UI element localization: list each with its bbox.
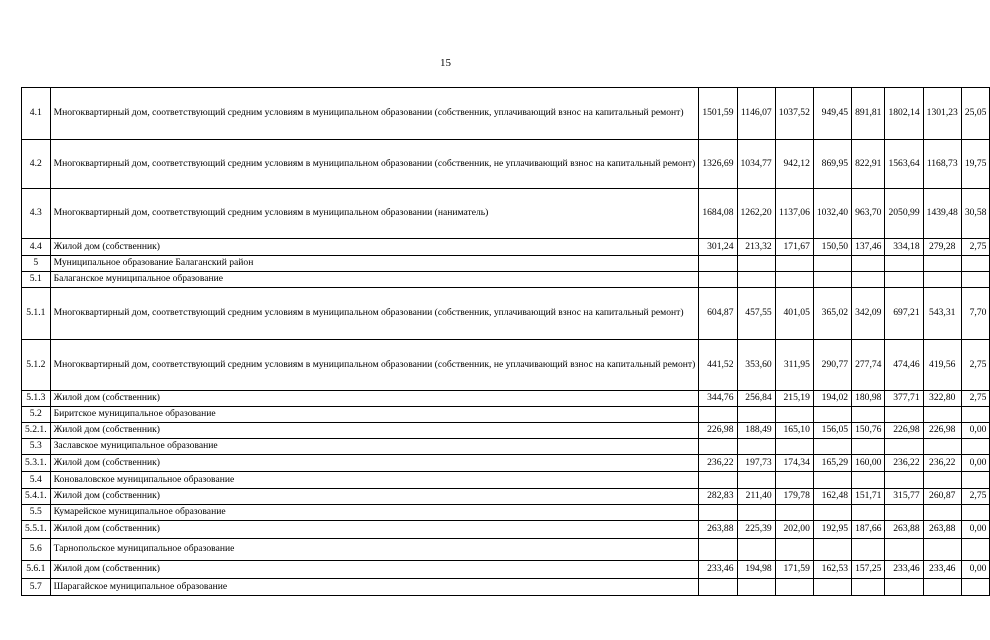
row-description: Многоквартирный дом, соответствующий средним условиям в муниципальном образовании (собственник, уплачивающий взнос на капитальный ремонт)	[50, 288, 699, 340]
value-cell: 1137,06	[775, 189, 813, 239]
row-number: 5.3.1.	[22, 455, 51, 472]
value-cell: 1501,59	[699, 88, 737, 140]
value-cell: 441,52	[699, 340, 737, 391]
value-cell: 322,80	[923, 391, 961, 407]
row-description: Многоквартирный дом, соответствующий средним условиям в муниципальном образовании (собственник, уплачивающий взнос на капитальный ремонт)	[50, 88, 699, 140]
value-cell: 290,77	[813, 340, 851, 391]
empty-cell	[737, 439, 775, 455]
empty-cell	[699, 272, 737, 288]
value-cell: 165,10	[775, 423, 813, 439]
empty-cell	[775, 272, 813, 288]
value-cell: 1439,48	[923, 189, 961, 239]
value-cell: 215,19	[775, 391, 813, 407]
value-cell: 162,48	[813, 489, 851, 505]
value-cell: 822,91	[852, 140, 885, 189]
value-cell: 1146,07	[737, 88, 775, 140]
value-cell: 697,21	[885, 288, 923, 340]
row-description: Балаганское муниципальное образование	[50, 272, 699, 288]
row-description: Многоквартирный дом, соответствующий средним условиям в муниципальном образовании (наниматель)	[50, 189, 699, 239]
value-cell: 211,40	[737, 489, 775, 505]
value-cell: 151,71	[852, 489, 885, 505]
table-row	[22, 239, 990, 256]
empty-cell	[813, 579, 851, 596]
value-cell: 315,77	[885, 489, 923, 505]
value-cell: 2,75	[961, 340, 990, 391]
empty-cell	[923, 539, 961, 561]
value-cell: 157,25	[852, 561, 885, 579]
value-cell: 282,83	[699, 489, 737, 505]
value-cell: 263,88	[699, 521, 737, 539]
row-number: 5.2	[22, 407, 51, 423]
empty-cell	[737, 256, 775, 272]
empty-cell	[813, 439, 851, 455]
row-number: 5.1.3	[22, 391, 51, 407]
value-cell: 342,09	[852, 288, 885, 340]
empty-cell	[699, 472, 737, 489]
value-cell: 1563,64	[885, 140, 923, 189]
empty-cell	[699, 407, 737, 423]
value-cell: 236,22	[923, 455, 961, 472]
value-cell: 949,45	[813, 88, 851, 140]
value-cell: 377,71	[885, 391, 923, 407]
empty-cell	[961, 579, 990, 596]
value-cell: 1301,23	[923, 88, 961, 140]
page-number: 15	[440, 57, 451, 69]
empty-cell	[775, 256, 813, 272]
value-cell: 353,60	[737, 340, 775, 391]
table-row	[22, 288, 990, 340]
row-number: 5.1.1	[22, 288, 51, 340]
value-cell: 1168,73	[923, 140, 961, 189]
value-cell: 1037,52	[775, 88, 813, 140]
empty-cell	[852, 256, 885, 272]
row-description: Заславское муниципальное образование	[50, 439, 699, 455]
table-row	[22, 340, 990, 391]
empty-cell	[885, 272, 923, 288]
value-cell: 30,58	[961, 189, 990, 239]
empty-cell	[852, 472, 885, 489]
value-cell: 162,53	[813, 561, 851, 579]
value-cell: 419,56	[923, 340, 961, 391]
value-cell: 0,00	[961, 423, 990, 439]
empty-cell	[737, 505, 775, 521]
empty-cell	[775, 579, 813, 596]
value-cell: 194,98	[737, 561, 775, 579]
value-cell: 311,95	[775, 340, 813, 391]
table-row	[22, 88, 990, 140]
value-cell: 137,46	[852, 239, 885, 256]
row-number: 4.2	[22, 140, 51, 189]
value-cell: 260,87	[923, 489, 961, 505]
table-row	[22, 423, 990, 439]
table-row	[22, 439, 990, 455]
empty-cell	[923, 256, 961, 272]
empty-cell	[961, 272, 990, 288]
row-description: Биритское муниципальное образование	[50, 407, 699, 423]
table-row	[22, 521, 990, 539]
empty-cell	[923, 272, 961, 288]
tariff-table	[21, 87, 990, 596]
value-cell: 150,50	[813, 239, 851, 256]
value-cell: 474,46	[885, 340, 923, 391]
empty-cell	[885, 256, 923, 272]
empty-cell	[813, 539, 851, 561]
value-cell: 334,18	[885, 239, 923, 256]
value-cell: 188,49	[737, 423, 775, 439]
table-row	[22, 407, 990, 423]
row-number: 4.4	[22, 239, 51, 256]
row-number: 5.1.2	[22, 340, 51, 391]
value-cell: 225,39	[737, 521, 775, 539]
table-row	[22, 505, 990, 521]
row-description: Коноваловское муниципальное образование	[50, 472, 699, 489]
row-number: 4.1	[22, 88, 51, 140]
value-cell: 194,02	[813, 391, 851, 407]
row-number: 5.4	[22, 472, 51, 489]
row-description: Многоквартирный дом, соответствующий средним условиям в муниципальном образовании (собственник, не уплачивающий взнос на капитальный ремонт)	[50, 340, 699, 391]
empty-cell	[961, 505, 990, 521]
empty-cell	[923, 439, 961, 455]
value-cell: 180,98	[852, 391, 885, 407]
empty-cell	[775, 472, 813, 489]
value-cell: 0,00	[961, 561, 990, 579]
empty-cell	[737, 272, 775, 288]
table-row	[22, 189, 990, 239]
value-cell: 869,95	[813, 140, 851, 189]
value-cell: 171,67	[775, 239, 813, 256]
row-number: 4.3	[22, 189, 51, 239]
row-description: Жилой дом (собственник)	[50, 239, 699, 256]
empty-cell	[852, 272, 885, 288]
empty-cell	[813, 472, 851, 489]
table-row	[22, 489, 990, 505]
empty-cell	[699, 439, 737, 455]
row-description: Тарнопольское муниципальное образование	[50, 539, 699, 561]
value-cell: 226,98	[923, 423, 961, 439]
empty-cell	[885, 439, 923, 455]
row-number: 5.6	[22, 539, 51, 561]
row-number: 5.5.1.	[22, 521, 51, 539]
value-cell: 277,74	[852, 340, 885, 391]
value-cell: 2,75	[961, 489, 990, 505]
value-cell: 226,98	[699, 423, 737, 439]
empty-cell	[961, 439, 990, 455]
table-row	[22, 256, 990, 272]
row-number: 5.1	[22, 272, 51, 288]
empty-cell	[699, 579, 737, 596]
table-row	[22, 472, 990, 489]
value-cell: 604,87	[699, 288, 737, 340]
empty-cell	[961, 539, 990, 561]
empty-cell	[852, 579, 885, 596]
empty-cell	[961, 407, 990, 423]
empty-cell	[699, 505, 737, 521]
empty-cell	[699, 539, 737, 561]
empty-cell	[813, 505, 851, 521]
value-cell: 365,02	[813, 288, 851, 340]
empty-cell	[775, 539, 813, 561]
value-cell: 942,12	[775, 140, 813, 189]
value-cell: 179,78	[775, 489, 813, 505]
value-cell: 150,76	[852, 423, 885, 439]
value-cell: 891,81	[852, 88, 885, 140]
value-cell: 2,75	[961, 391, 990, 407]
value-cell: 0,00	[961, 521, 990, 539]
value-cell: 236,22	[885, 455, 923, 472]
row-number: 5.5	[22, 505, 51, 521]
row-number: 5.7	[22, 579, 51, 596]
value-cell: 226,98	[885, 423, 923, 439]
table-row	[22, 579, 990, 596]
row-description: Муниципальное образование Балаганский район	[50, 256, 699, 272]
row-description: Жилой дом (собственник)	[50, 391, 699, 407]
value-cell: 279,28	[923, 239, 961, 256]
empty-cell	[885, 579, 923, 596]
empty-cell	[961, 256, 990, 272]
value-cell: 344,76	[699, 391, 737, 407]
row-number: 5.2.1.	[22, 423, 51, 439]
empty-cell	[923, 505, 961, 521]
row-number: 5.3	[22, 439, 51, 455]
value-cell: 543,31	[923, 288, 961, 340]
value-cell: 1326,69	[699, 140, 737, 189]
row-number: 5.4.1.	[22, 489, 51, 505]
value-cell: 187,66	[852, 521, 885, 539]
empty-cell	[775, 439, 813, 455]
row-description: Шарагайское муниципальное образование	[50, 579, 699, 596]
table-row	[22, 272, 990, 288]
value-cell: 233,46	[885, 561, 923, 579]
table-body	[22, 88, 990, 596]
value-cell: 457,55	[737, 288, 775, 340]
row-number: 5	[22, 256, 51, 272]
empty-cell	[885, 407, 923, 423]
value-cell: 171,59	[775, 561, 813, 579]
empty-cell	[775, 505, 813, 521]
row-description: Жилой дом (собственник)	[50, 521, 699, 539]
empty-cell	[852, 439, 885, 455]
empty-cell	[885, 539, 923, 561]
empty-cell	[737, 579, 775, 596]
value-cell: 233,46	[923, 561, 961, 579]
row-description: Жилой дом (собственник)	[50, 489, 699, 505]
empty-cell	[923, 407, 961, 423]
value-cell: 156,05	[813, 423, 851, 439]
empty-cell	[775, 407, 813, 423]
value-cell: 25,05	[961, 88, 990, 140]
value-cell: 2,75	[961, 239, 990, 256]
empty-cell	[813, 256, 851, 272]
empty-cell	[737, 407, 775, 423]
value-cell: 197,73	[737, 455, 775, 472]
value-cell: 1034,77	[737, 140, 775, 189]
empty-cell	[813, 407, 851, 423]
value-cell: 1032,40	[813, 189, 851, 239]
value-cell: 1262,20	[737, 189, 775, 239]
row-description: Многоквартирный дом, соответствующий средним условиям в муниципальном образовании (собственник, не уплачивающий взнос на капитальный ремонт)	[50, 140, 699, 189]
value-cell: 1802,14	[885, 88, 923, 140]
empty-cell	[923, 472, 961, 489]
value-cell: 1684,08	[699, 189, 737, 239]
row-description: Жилой дом (собственник)	[50, 423, 699, 439]
value-cell: 2050,99	[885, 189, 923, 239]
row-description: Жилой дом (собственник)	[50, 561, 699, 579]
value-cell: 19,75	[961, 140, 990, 189]
empty-cell	[813, 272, 851, 288]
value-cell: 256,84	[737, 391, 775, 407]
empty-cell	[885, 472, 923, 489]
value-cell: 165,29	[813, 455, 851, 472]
empty-cell	[961, 472, 990, 489]
value-cell: 963,70	[852, 189, 885, 239]
value-cell: 7,70	[961, 288, 990, 340]
value-cell: 263,88	[923, 521, 961, 539]
empty-cell	[737, 539, 775, 561]
value-cell: 0,00	[961, 455, 990, 472]
table-row	[22, 455, 990, 472]
table-row	[22, 140, 990, 189]
value-cell: 301,24	[699, 239, 737, 256]
value-cell: 236,22	[699, 455, 737, 472]
value-cell: 233,46	[699, 561, 737, 579]
row-description: Кумарейское муниципальное образование	[50, 505, 699, 521]
value-cell: 202,00	[775, 521, 813, 539]
empty-cell	[852, 539, 885, 561]
empty-cell	[923, 579, 961, 596]
table-row	[22, 561, 990, 579]
value-cell: 174,34	[775, 455, 813, 472]
value-cell: 263,88	[885, 521, 923, 539]
empty-cell	[885, 505, 923, 521]
value-cell: 401,05	[775, 288, 813, 340]
table-row	[22, 539, 990, 561]
value-cell: 160,00	[852, 455, 885, 472]
value-cell: 213,32	[737, 239, 775, 256]
table-row	[22, 391, 990, 407]
row-description: Жилой дом (собственник)	[50, 455, 699, 472]
empty-cell	[699, 256, 737, 272]
empty-cell	[852, 505, 885, 521]
empty-cell	[737, 472, 775, 489]
row-number: 5.6.1	[22, 561, 51, 579]
value-cell: 192,95	[813, 521, 851, 539]
empty-cell	[852, 407, 885, 423]
